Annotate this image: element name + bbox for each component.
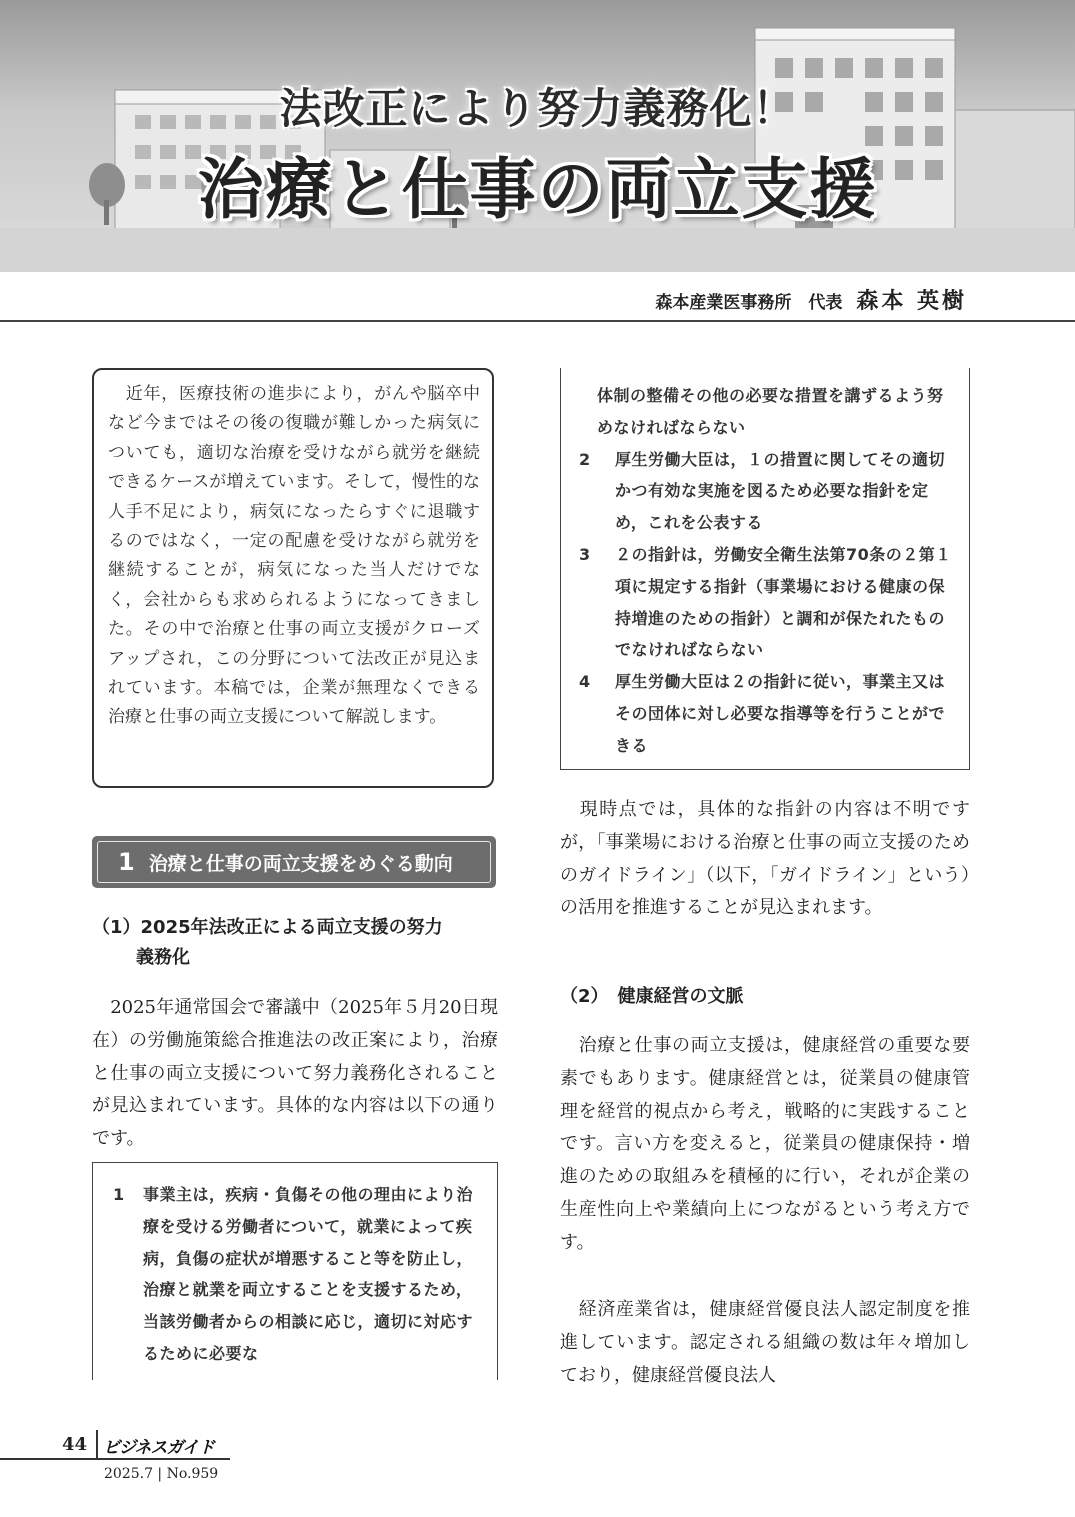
subheading-2: （2） 健康経営の文脈 — [560, 986, 744, 1007]
subheading-1 — [92, 913, 502, 973]
law-item-1-text: 事業主は，疾病・負傷その他の理由により治療を受ける労働者について，就業によって疾病，負傷の症状が増悪すること等を防止し，治療と就業を両立することを支援するため，当該労働者からの相談に応じ，適切に対応するために必要な — [143, 1185, 474, 1363]
footer-rule — [0, 1458, 230, 1460]
paragraph-4: 経済産業省は，健康経営優良法人認定制度を推進しています。認定される組織の数は年々増加しており，健康経営優良法人 — [560, 1299, 970, 1386]
intro-box — [92, 368, 494, 788]
section-title: 治療と仕事の両立支援をめぐる動向 — [148, 853, 453, 875]
law-item-2 — [579, 444, 959, 539]
headline-title: 治療と仕事の両立支援 — [197, 151, 878, 228]
section-number: 1 — [118, 848, 135, 876]
law-item-4-number: 4 — [579, 672, 591, 692]
header-banner — [0, 0, 1075, 272]
law-item-1-continuation: 体制の整備その他の必要な措置を講ずるよう努めなければならない — [597, 386, 944, 437]
section-heading-1 — [92, 836, 496, 888]
subheading-1-line2: 義務化 — [136, 947, 190, 968]
law-list-right — [560, 368, 970, 770]
page-number: 44 — [62, 1434, 88, 1455]
issue-number: 2025.7 | No.959 — [104, 1466, 219, 1482]
law-item-1 — [113, 1179, 487, 1370]
intro-text: 近年，医療技術の進歩により，がんや脳卒中など今まではその後の復職が難しかった病気についても，適切な治療を受けながら就労を継続できるケースが増えています。そして，慢性的な人手不足により，病気になったらすぐに退職するのではなく，一定の配慮を受けながら就労を継続することが，病気になった当人だけでなく，会社からも求められるようになってきました。その中で治療と仕事の両立支援がクローズアップされ，この分野について法改正が見込まれています。本稿では，企業が無理なくできる治療と仕事の両立支援について解説します。 — [108, 384, 480, 728]
paragraph-2: 現時点では，具体的な指針の内容は不明ですが，「事業場における治療と仕事の両立支援のためのガイドライン」（以下，「ガイドライン」という）の活用を推進することが見込まれます。 — [560, 799, 970, 919]
law-list-left — [92, 1162, 498, 1380]
byline-row — [0, 272, 1075, 322]
magazine-logo: ビジネスガイド — [103, 1438, 214, 1458]
law-item-3 — [579, 539, 959, 666]
law-item-2-number: 2 — [579, 449, 591, 469]
law-item-3-number: 3 — [579, 544, 591, 564]
paragraph-1: 2025年通常国会で審議中（2025年５月20日現在）の労働施策総合推進法の改正案により，治療と仕事の両立支援について努力義務化されることが見込まれています。具体的な内容は以下の通りです。 — [92, 997, 498, 1150]
law-item-4-text: 厚生労働大臣は２の指針に従い，事業主又はその団体に対し必要な指導等を行うことができる — [615, 672, 946, 755]
author-name: 森本 英樹 — [856, 289, 967, 314]
author-byline — [655, 284, 967, 315]
headline-kicker: 法改正により努力義務化！ — [279, 84, 796, 133]
subheading-1-line1: （1）2025年法改正による両立支援の努力 — [92, 917, 443, 938]
law-item-2-text: 厚生労働大臣は，１の措置に関してその適切かつ有効な実施を図るため必要な指針を定め，これを公表する — [615, 449, 946, 533]
law-item-4 — [579, 666, 959, 761]
law-item-1-number: 1 — [113, 1185, 125, 1204]
law-item-3-text: ２の指針は，労働安全衛生法第70条の２第１項に規定する指針（事業場における健康の保持増進のための指針）と調和が保たれたものでなければならない — [615, 544, 952, 660]
paragraph-3: 治療と仕事の両立支援は，健康経営の重要な要素でもあります。健康経営とは，従業員の健康管理を経営的視点から考え，戦略的に実践することです。言い方を変えると，従業員の健康保持・増進のための取組みを積極的に行い，それが企業の生産性向上や業績向上につながるという考え方です。 — [560, 1035, 970, 1253]
footer-divider — [96, 1430, 98, 1460]
author-org: 森本産業医事務所 代表 — [655, 293, 843, 313]
